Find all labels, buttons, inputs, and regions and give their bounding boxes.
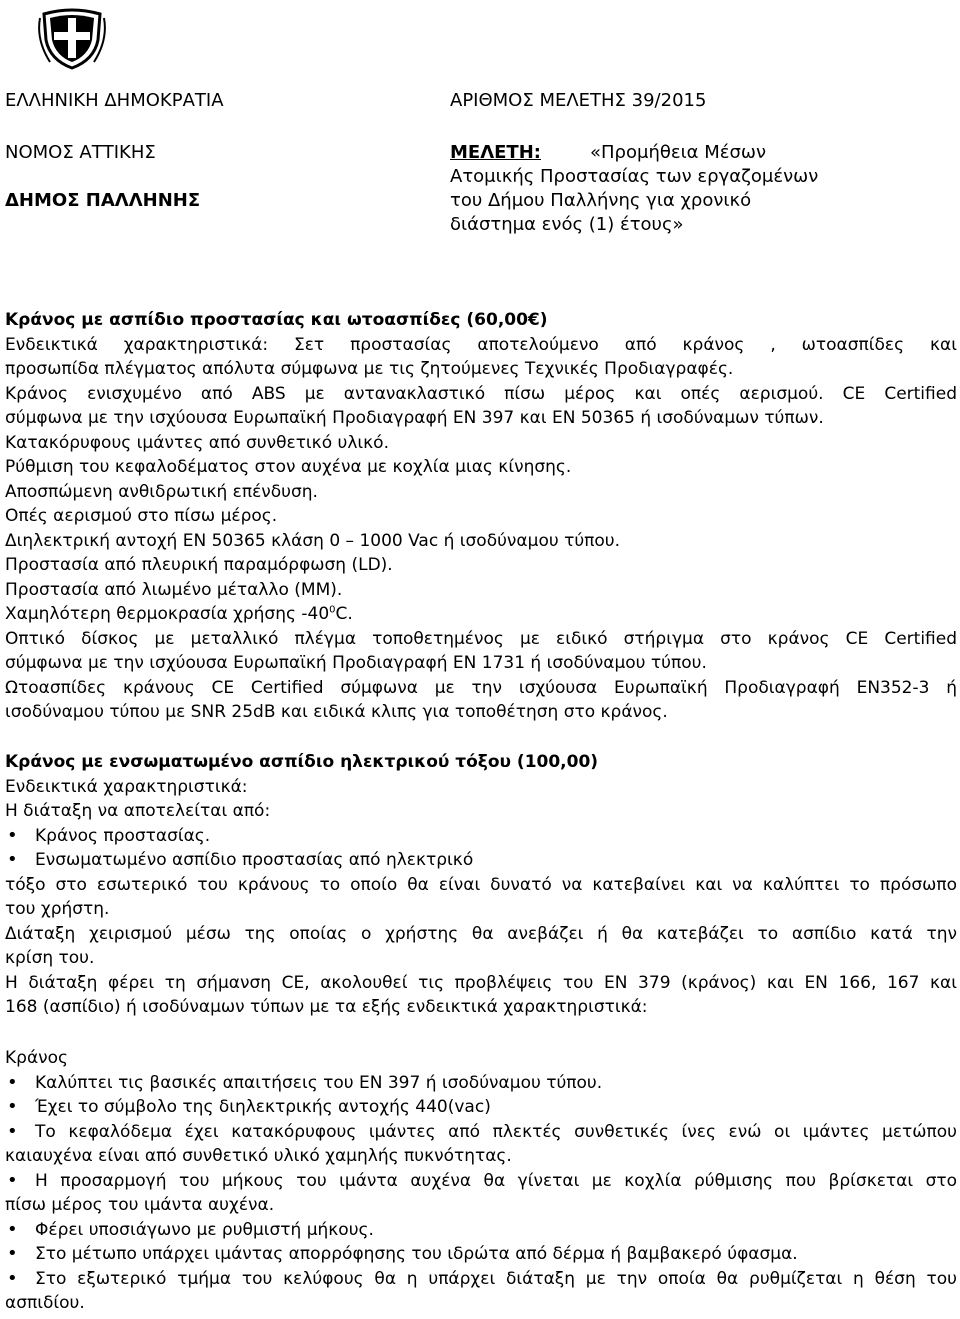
spec-line: σύμφωνα με την ισχύουσα Ευρωπαϊκή Προδιαγραφή EN 1731 ή ισοδύναμου τύπου.: [5, 653, 707, 673]
section-arc-helmet: [5, 750, 957, 1020]
paragraph-line: Διάταξη χειρισμού μέσω της οποίας ο χρήστης θα ανεβάζει ή θα κατεβάζει το ασπίδιο κατά την: [5, 923, 957, 944]
feature-item: • Η προσαρμογή του μήκους του ιμάντα αυχένα θα γίνεται με κοχλία ρύθμισης που βρίσκεται στο: [5, 1169, 957, 1194]
spec-line: ισοδύναμου τύπου με SNR 25dB και ειδικά κλιπς για τοποθέτηση στο κράνος.: [5, 702, 668, 722]
spec-line: Διηλεκτρική αντοχή EN 50365 κλάση 0 – 1000 Vac ή ισοδύναμου τύπου.: [5, 530, 621, 551]
spec-line: Ενδεικτικά χαρακτηριστικά: Σετ προστασίας αποτελούμενο από κράνος , ωτοασπίδες και: [5, 334, 957, 355]
section-helmet-visor: [5, 308, 957, 725]
subheading: Κράνος: [5, 1048, 69, 1068]
greek-coat-of-arms-icon: [36, 4, 108, 70]
feature-item: • Έχει το σύμβολο της διηλεκτρικής αντοχής 440(vac): [5, 1095, 957, 1120]
study-label: ΜΕΛΕΤΗ:: [450, 142, 541, 163]
paragraph-line: Η διάταξη φέρει τη σήμανση CE, ακολουθεί τις προβλέψεις του EN 379 (κράνος) και EN 166, 167 και: [5, 972, 957, 993]
feature-item: • Φέρει υποσιάγωνο με ρυθμιστή μήκους.: [5, 1218, 957, 1243]
bullet-item: • Ενσωματωμένο ασπίδιο προστασίας από ηλεκτρικό: [5, 848, 957, 873]
feature-item: • Καλύπτει τις βασικές απαιτήσεις του EN 397 ή ισοδύναμου τύπου.: [5, 1071, 957, 1096]
feature-item: • Το κεφαλόδεμα έχει κατακόρυφους ιμάντες από πλεκτές συνθετικές ίνες ενώ οι ιμάντες μετώπου: [5, 1120, 957, 1145]
spec-line: Ωτοασπίδες κράνους CE Certified σύμφωνα με την ισχύουσα Ευρωπαϊκή Προδιαγραφή EN352-3 ή: [5, 677, 957, 698]
spec-line: σύμφωνα με την ισχύουσα Ευρωπαϊκή Προδιαγραφή EN 397 και EN 50365 ή ισοδύναμων τύπων.: [5, 408, 824, 428]
spec-line: Οπές αερισμού στο πίσω μέρος.: [5, 506, 278, 526]
paragraph-line: του χρήστη.: [5, 899, 110, 919]
paragraph-line: 168 (ασπίδιο) ή ισοδύναμων τύπων με τα εξής ενδεικτικά χαρακτηριστικά:: [5, 997, 648, 1017]
header-prefecture: ΝΟΜΟΣ ΑΤΤΙΚΗΣ: [5, 142, 156, 163]
feature-item: • Στο μέτωπο υπάρχει ιμάντας απορρόφησης του ιδρώτα από δέρμα ή βαμβακερό ύφασμα.: [5, 1242, 957, 1267]
paragraph-line: κρίση του.: [5, 948, 95, 968]
feature-item-continuation: καιαυχένα είναι από συνθετικό υλικό χαμηλής πυκνότητας.: [5, 1146, 512, 1166]
header-municipality: ΔΗΜΟΣ ΠΑΛΛΗΝΗΣ: [5, 190, 201, 211]
study-title-continuation: [450, 165, 818, 237]
spec-line: Κράνος ενισχυμένο από ABS με αντανακλαστικό πίσω μέρος και οπές αερισμού. CE Certified: [5, 383, 957, 404]
study-title-line: διάστημα ενός (1) έτους»: [450, 214, 684, 235]
temp-text: Χαμηλότερη θερμοκρασία χρήσης -40: [5, 604, 330, 624]
spec-line: Προστασία από λιωμένο μέταλλο (MM).: [5, 579, 343, 600]
section-heading: Κράνος με ασπίδιο προστασίας και ωτοασπίδες (60,00€): [5, 310, 548, 330]
section-heading: Κράνος με ενσωματωμένο ασπίδιο ηλεκτρικού τόξου (100,00): [5, 752, 599, 772]
helmet-features-list: [5, 1046, 957, 1316]
spec-line: Αποσπώμενη ανθιδρωτική επένδυση.: [5, 481, 318, 502]
spec-line: Ρύθμιση του κεφαλοδέματος στον αυχένα με κοχλία μιας κίνησης.: [5, 457, 572, 477]
spec-line: Οπτικό δίσκος με μεταλλικό πλέγμα τοποθετημένος με ειδικό στήριγμα στο κράνος CE Certified: [5, 628, 957, 649]
paragraph-line: τόξο στο εσωτερικό του κράνους το οποίο θα είναι δυνατό να κατεβαίνει και να καλύπτει το πρόσωπο: [5, 874, 957, 895]
spec-line: Προστασία από πλευρική παραμόρφωση (LD).: [5, 555, 393, 575]
temp-unit: C.: [335, 604, 353, 624]
degree-sup: 0: [329, 604, 336, 616]
study-title-line: του Δήμου Παλλήνης για χρονικό: [450, 190, 752, 211]
spec-line-temperature: [5, 602, 957, 627]
header-country: ΕΛΛΗΝΙΚΗ ΔΗΜΟΚΡΑΤΙΑ: [5, 90, 224, 111]
intro-line: Η διάταξη να αποτελείται από:: [5, 801, 271, 821]
study-title-line: «Προμήθεια Μέσων: [590, 142, 767, 163]
bullet-item: • Κράνος προστασίας.: [5, 824, 957, 849]
study-title-line: Ατομικής Προστασίας των εργαζομένων: [450, 166, 819, 187]
spec-line: προσωπίδα πλέγματος απόλυτα σύμφωνα με τις ζητούμενες Τεχνικές Προδιαγραφές.: [5, 359, 734, 379]
intro-line: Ενδεικτικά χαρακτηριστικά:: [5, 776, 248, 797]
feature-item-continuation: πίσω μέρος του ιμάντα αυχένα.: [5, 1195, 275, 1215]
feature-item-continuation: ασπιδίου.: [5, 1293, 85, 1313]
spec-line: Κατακόρυφους ιμάντες από συνθετικό υλικό.: [5, 432, 389, 453]
study-number: ΑΡΙΘΜΟΣ ΜΕΛΕΤΗΣ 39/2015: [450, 90, 707, 111]
feature-item: • Στο εξωτερικό τμήμα του κελύφους θα η υπάρχει διάταξη με την οποία θα ρυθμίζεται η θέση του: [5, 1267, 957, 1292]
